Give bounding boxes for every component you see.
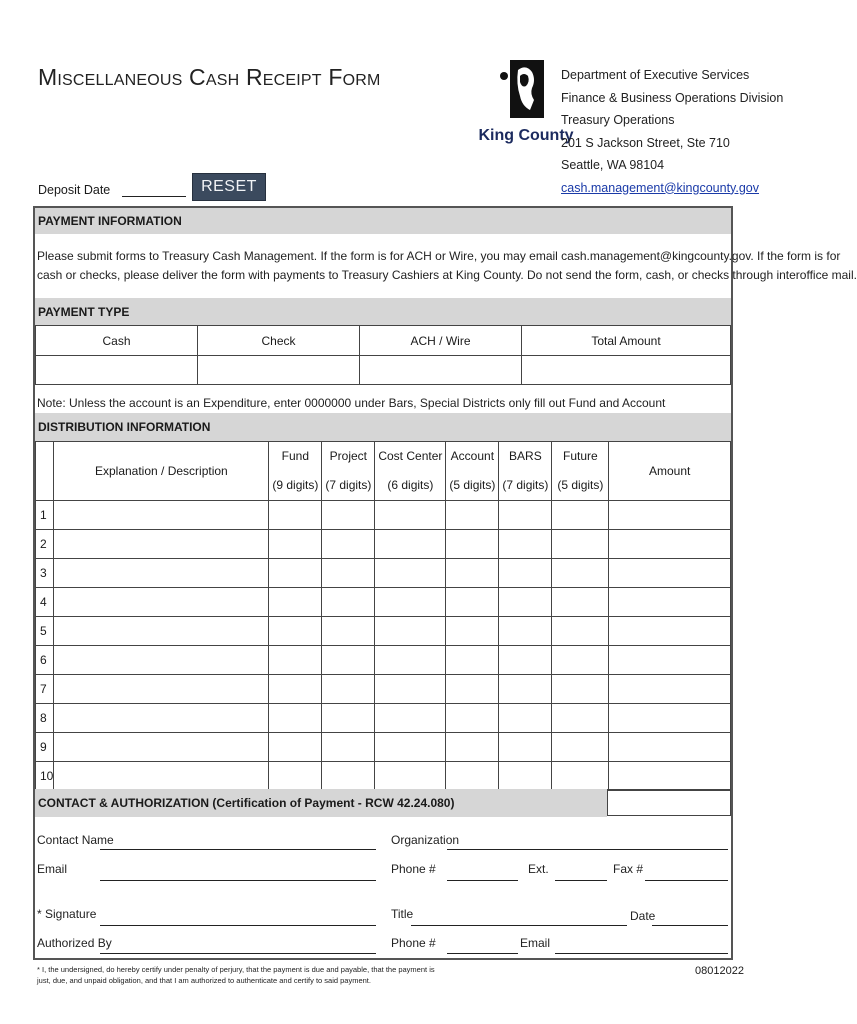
fund-input[interactable] — [269, 762, 322, 791]
row-number: 10 — [36, 762, 54, 791]
account-input[interactable] — [446, 617, 499, 646]
project-input[interactable] — [322, 617, 375, 646]
cost-center-input[interactable] — [375, 617, 446, 646]
form-code: 08012022 — [695, 965, 744, 977]
description-input[interactable] — [54, 501, 269, 530]
future-input[interactable] — [552, 588, 609, 617]
section-heading: PAYMENT TYPE — [38, 304, 130, 319]
column-cash: Cash — [36, 326, 198, 356]
row-number: 6 — [36, 646, 54, 675]
fund-input[interactable] — [269, 501, 322, 530]
ext-input[interactable] — [555, 880, 607, 881]
contact-authorization-box[interactable] — [607, 789, 731, 816]
distribution-table — [35, 441, 731, 791]
department-address — [561, 64, 783, 199]
distribution-note: Note: Unless the account is an Expenditure, enter 0000000 under Bars, Special Districts only fill out Fund and Account — [37, 396, 666, 410]
bars-input[interactable] — [499, 617, 552, 646]
amount-input[interactable] — [609, 646, 731, 675]
cost-center-input[interactable] — [375, 733, 446, 762]
distribution-row — [36, 646, 731, 675]
amount-input[interactable] — [609, 675, 731, 704]
payment-type-table — [35, 325, 731, 385]
instruction-line: cash or checks, please deliver the form with payments to Treasury Cashiers at King County. Do not send the form, cash, or checks through interoffice mail. — [37, 268, 857, 282]
column-amount: Amount — [609, 442, 731, 501]
project-input[interactable] — [322, 559, 375, 588]
distribution-row — [36, 733, 731, 762]
future-input[interactable] — [552, 733, 609, 762]
date-label: Date — [630, 909, 656, 923]
email-label: Email — [37, 862, 68, 876]
cost-center-input[interactable] — [375, 762, 446, 791]
email2-label: Email — [520, 936, 551, 950]
row-number: 1 — [36, 501, 54, 530]
amount-input[interactable] — [609, 733, 731, 762]
column-future: Future (5 digits) — [552, 442, 609, 501]
fund-input[interactable] — [269, 646, 322, 675]
bars-input[interactable] — [499, 733, 552, 762]
future-input[interactable] — [552, 646, 609, 675]
fund-input[interactable] — [269, 559, 322, 588]
distribution-row — [36, 559, 731, 588]
distribution-row — [36, 762, 731, 791]
amount-input[interactable] — [609, 762, 731, 791]
account-input[interactable] — [446, 733, 499, 762]
future-input[interactable] — [552, 617, 609, 646]
future-input[interactable] — [552, 704, 609, 733]
project-input[interactable] — [322, 646, 375, 675]
address-line: 201 S Jackson Street, Ste 710 — [561, 135, 730, 150]
cost-center-input[interactable] — [375, 559, 446, 588]
distribution-information-header — [35, 413, 731, 441]
address-line: Finance & Business Operations Division — [561, 90, 784, 105]
amount-input[interactable] — [609, 530, 731, 559]
account-input[interactable] — [446, 501, 499, 530]
cash-input[interactable] — [36, 356, 198, 385]
project-input[interactable] — [322, 530, 375, 559]
distribution-row — [36, 617, 731, 646]
address-line: Seattle, WA 98104 — [561, 158, 665, 172]
column-account: Account (5 digits) — [446, 442, 499, 501]
row-number: 2 — [36, 530, 54, 559]
cost-center-input[interactable] — [375, 675, 446, 704]
account-input[interactable] — [446, 588, 499, 617]
row-number: 7 — [36, 675, 54, 704]
footnote-line: * I, the undersigned, do hereby certify under penalty of perjury, that the payment is due and payable, that the payment is — [37, 965, 435, 974]
check-input[interactable] — [198, 356, 360, 385]
amount-input[interactable] — [609, 559, 731, 588]
payment-type-header — [35, 298, 731, 325]
title-input[interactable] — [411, 925, 627, 926]
title-label: Title — [391, 907, 414, 921]
project-input[interactable] — [322, 588, 375, 617]
account-input[interactable] — [446, 675, 499, 704]
column-total-amount: Total Amount — [522, 326, 731, 356]
bars-input[interactable] — [499, 559, 552, 588]
column-fund: Fund (9 digits) — [269, 442, 322, 501]
bars-input[interactable] — [499, 501, 552, 530]
cost-center-input[interactable] — [375, 646, 446, 675]
section-heading: PAYMENT INFORMATION — [38, 214, 182, 228]
total-amount-input[interactable] — [522, 356, 731, 385]
email-input[interactable] — [100, 880, 376, 881]
contact-name-input[interactable] — [100, 849, 376, 850]
distribution-row — [36, 588, 731, 617]
description-input[interactable] — [54, 646, 269, 675]
date-input[interactable] — [652, 925, 728, 926]
column-cost-center: Cost Center (6 digits) — [375, 442, 446, 501]
distribution-row — [36, 675, 731, 704]
fund-input[interactable] — [269, 617, 322, 646]
deposit-date-field — [38, 183, 186, 197]
certification-footnote — [37, 964, 435, 986]
contact-authorization-header — [35, 789, 607, 817]
description-input[interactable] — [54, 530, 269, 559]
fax-label: Fax # — [613, 862, 644, 876]
project-input[interactable] — [322, 675, 375, 704]
project-input[interactable] — [322, 704, 375, 733]
distribution-row — [36, 704, 731, 733]
deposit-date-input[interactable] — [122, 184, 186, 197]
cost-center-input[interactable] — [375, 588, 446, 617]
description-input[interactable] — [54, 559, 269, 588]
cost-center-input[interactable] — [375, 530, 446, 559]
signature-input[interactable] — [100, 925, 376, 926]
account-input[interactable] — [446, 762, 499, 791]
organization-label: Organization — [391, 833, 460, 847]
bars-input[interactable] — [499, 675, 552, 704]
contact-name-label: Contact Name — [37, 833, 114, 847]
account-input[interactable] — [446, 530, 499, 559]
fund-input[interactable] — [269, 704, 322, 733]
column-ach-wire: ACH / Wire — [360, 326, 522, 356]
fund-input[interactable] — [269, 733, 322, 762]
cost-center-input[interactable] — [375, 704, 446, 733]
ext-label: Ext. — [528, 862, 549, 876]
project-input[interactable] — [322, 501, 375, 530]
footnote-line: just, due, and unpaid obligation, and that I am authorized to authenticate and certify to said payment. — [37, 976, 371, 985]
bars-input[interactable] — [499, 762, 552, 791]
project-input[interactable] — [322, 762, 375, 791]
phone2-label: Phone # — [391, 936, 436, 950]
description-input[interactable] — [54, 588, 269, 617]
row-number-header — [36, 442, 54, 501]
fund-input[interactable] — [269, 675, 322, 704]
fund-input[interactable] — [269, 588, 322, 617]
description-input[interactable] — [54, 617, 269, 646]
account-input[interactable] — [446, 646, 499, 675]
bars-input[interactable] — [499, 588, 552, 617]
authorized-by-input[interactable] — [100, 953, 376, 954]
address-line: Department of Executive Services — [561, 68, 750, 82]
future-input[interactable] — [552, 559, 609, 588]
bars-input[interactable] — [499, 646, 552, 675]
column-check: Check — [198, 326, 360, 356]
king-county-wordmark: King County — [478, 127, 574, 144]
amount-input[interactable] — [609, 501, 731, 530]
row-number: 5 — [36, 617, 54, 646]
bars-input[interactable] — [499, 530, 552, 559]
column-project: Project (7 digits) — [322, 442, 375, 501]
fax-input[interactable] — [645, 880, 728, 881]
ach-wire-input[interactable] — [360, 356, 522, 385]
reset-button[interactable]: RESET — [192, 173, 266, 201]
row-number: 3 — [36, 559, 54, 588]
instruction-line: Please submit forms to Treasury Cash Management. If the form is for ACH or Wire, you may email cash.management@kingcounty.gov. If the form is for — [37, 249, 841, 263]
phone-input[interactable] — [447, 880, 518, 881]
phone2-input[interactable] — [447, 953, 518, 954]
future-input[interactable] — [552, 762, 609, 791]
future-input[interactable] — [552, 501, 609, 530]
payment-instructions — [37, 247, 857, 285]
row-number: 9 — [36, 733, 54, 762]
form-title: Miscellaneous Cash Receipt Form — [38, 64, 381, 90]
bars-input[interactable] — [499, 704, 552, 733]
column-description: Explanation / Description — [54, 442, 269, 501]
project-input[interactable] — [322, 733, 375, 762]
distribution-row — [36, 501, 731, 530]
description-input[interactable] — [54, 704, 269, 733]
phone-label: Phone # — [391, 862, 436, 876]
signature-label: * Signature — [37, 907, 97, 921]
section-heading: CONTACT & AUTHORIZATION (Certification of Payment - RCW 42.24.080) — [38, 796, 455, 810]
payment-information-header — [35, 208, 731, 234]
account-input[interactable] — [446, 559, 499, 588]
section-heading: DISTRIBUTION INFORMATION — [38, 420, 211, 434]
row-number: 8 — [36, 704, 54, 733]
authorized-by-label: Authorized By — [37, 936, 112, 950]
future-input[interactable] — [552, 530, 609, 559]
description-input[interactable] — [54, 733, 269, 762]
organization-input[interactable] — [447, 849, 728, 850]
amount-input[interactable] — [609, 704, 731, 733]
email-link[interactable]: cash.management@kingcounty.gov — [561, 180, 759, 195]
description-input[interactable] — [54, 675, 269, 704]
account-input[interactable] — [446, 704, 499, 733]
email2-input[interactable] — [555, 953, 728, 954]
distribution-row — [36, 530, 731, 559]
deposit-date-label: Deposit Date — [38, 183, 111, 197]
description-input[interactable] — [54, 762, 269, 791]
cost-center-input[interactable] — [375, 501, 446, 530]
amount-input[interactable] — [609, 588, 731, 617]
address-line: Treasury Operations — [561, 113, 675, 127]
king-county-logo — [478, 58, 574, 146]
row-number: 4 — [36, 588, 54, 617]
column-bars: BARS (7 digits) — [499, 442, 552, 501]
future-input[interactable] — [552, 675, 609, 704]
amount-input[interactable] — [609, 617, 731, 646]
fund-input[interactable] — [269, 530, 322, 559]
